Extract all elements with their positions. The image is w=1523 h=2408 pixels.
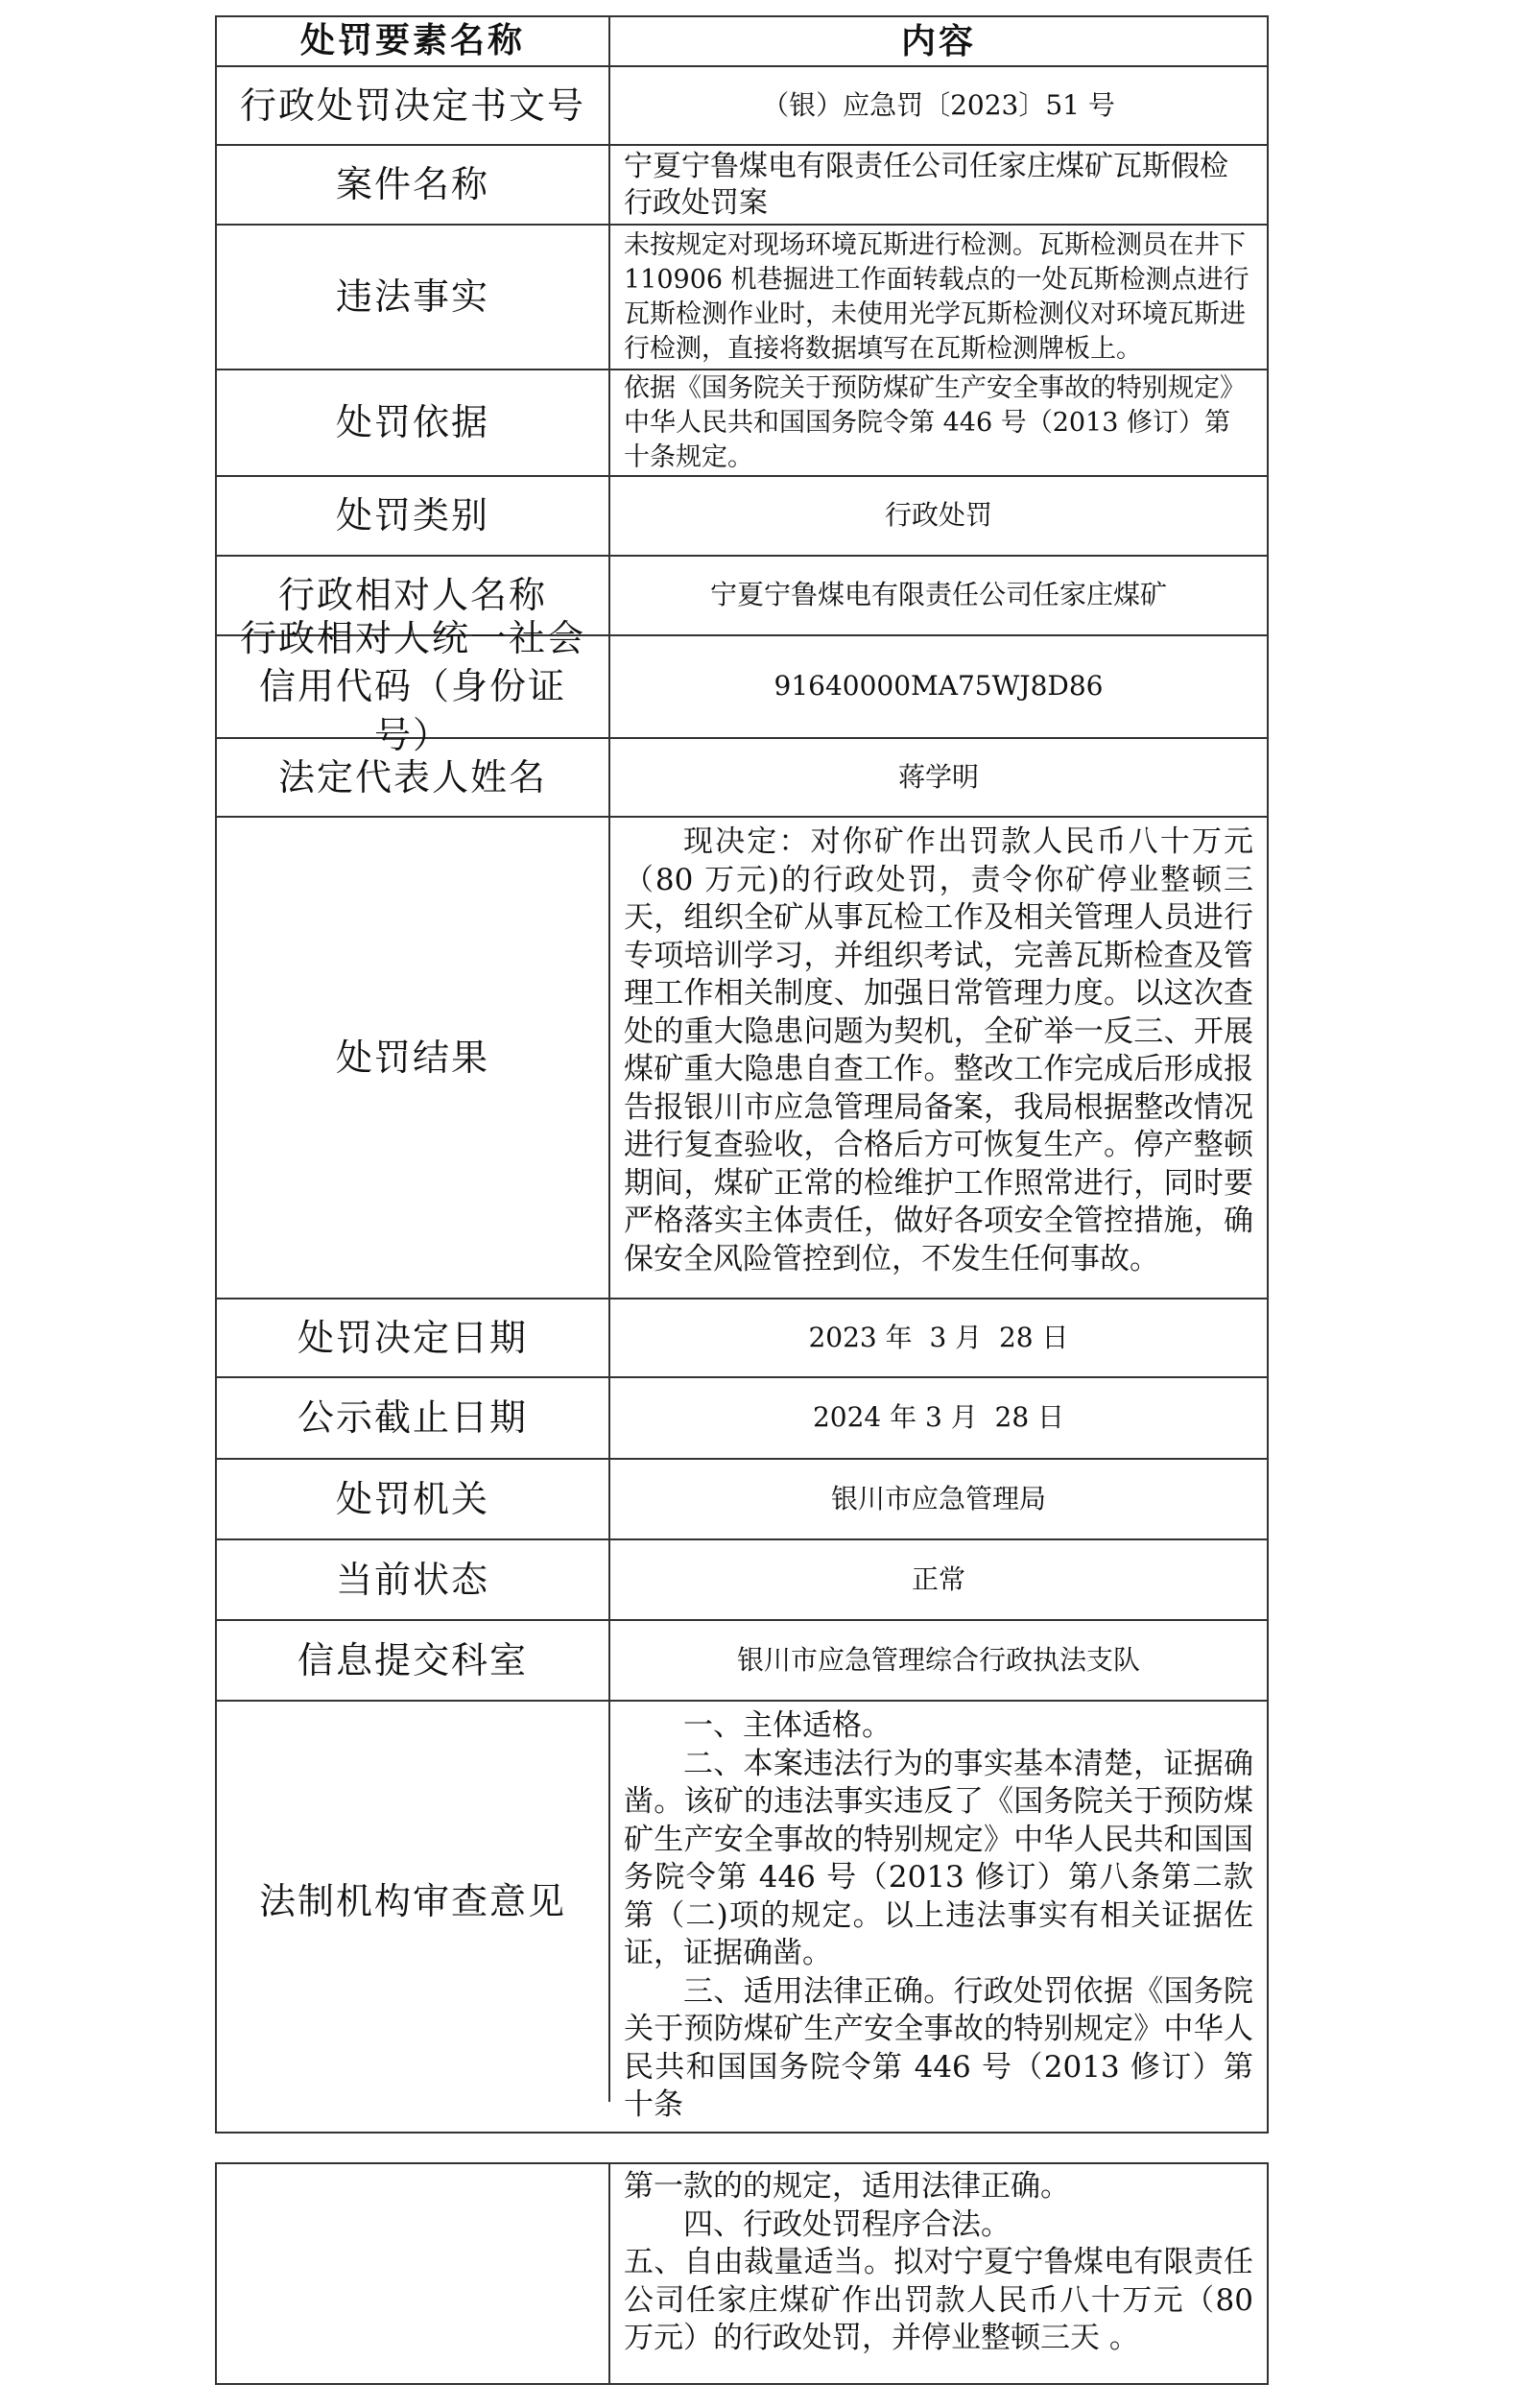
value-penalty-basis: 依据《国务院关于预防煤矿生产安全事故的特别规定》中华人民共和国国务院令第 446 号（2013 修订）第十条规定。 (624, 372, 1246, 472)
value-decision-date: 2023 年 3 月 28 日 (808, 1321, 1069, 1353)
label-penalty-result: 处罚结果 (217, 818, 610, 1298)
label-decision-date: 处罚决定日期 (217, 1299, 610, 1376)
header-content: 内容 (900, 20, 976, 61)
penalty-info-table-continued (215, 2162, 1269, 2385)
value-counterparty-name: 宁夏宁鲁煤电有限责任公司任家庄煤矿 (709, 579, 1167, 611)
value-penalty-category: 行政处罚 (884, 499, 992, 532)
value-penalty-result-cell (610, 818, 1267, 1298)
label-illegal-facts: 违法事实 (217, 226, 610, 369)
label-penalty-authority: 处罚机关 (217, 1460, 610, 1538)
row-case-name (217, 146, 1267, 226)
review-paragraph-4: 四、行政处罚程序合法。 (683, 2206, 1011, 2242)
value-case-name: 宁夏宁鲁煤电有限责任公司任家庄煤矿瓦斯假检行政处罚案 (624, 149, 1228, 220)
header-element-name: 处罚要素名称 (217, 17, 610, 65)
label-legal-representative: 法定代表人姓名 (217, 739, 610, 816)
review-paragraph-1: 一、主体适格。 (683, 1708, 892, 1743)
value-legal-review-opinion (610, 1702, 1267, 2122)
label-submitting-department: 信息提交科室 (217, 1621, 610, 1700)
penalty-info-table (215, 15, 1269, 2134)
row-legal-representative (217, 739, 1267, 818)
row-penalty-basis (217, 370, 1267, 477)
value-penalty-authority: 银川市应急管理局 (830, 1482, 1046, 1514)
table-header-row (217, 17, 1267, 67)
label-empty-continued (217, 2164, 610, 2383)
label-penalty-category: 处罚类别 (217, 477, 610, 555)
row-publicity-end-date (217, 1378, 1267, 1460)
label-case-name: 案件名称 (217, 146, 610, 224)
row-illegal-facts (217, 226, 1267, 370)
label-counterparty-name: 行政相对人名称 (217, 557, 610, 634)
row-penalty-result (217, 818, 1267, 1299)
value-illegal-facts: 未按规定对现场环境瓦斯进行检测。瓦斯检测员在井下 110906 机巷掘进工作面转载点的一处瓦斯检测点进行瓦斯检测作业时，未使用光学瓦斯检测仪对环境瓦斯进行检测，直接将数据填写在瓦斯检测牌板上。 (624, 229, 1249, 364)
label-publicity-end-date: 公示截止日期 (217, 1378, 610, 1458)
row-penalty-category (217, 477, 1267, 557)
label-penalty-basis: 处罚依据 (217, 370, 610, 475)
row-doc-number (217, 67, 1267, 146)
review-paragraph-5: 五、自由裁量适当。拟对宁夏宁鲁煤电有限责任公司任家庄煤矿作出罚款人民币八十万元（80 万元）的行政处罚，并停业整顿三天 。 (624, 2245, 1253, 2355)
row-decision-date (217, 1299, 1267, 1378)
value-publicity-end-date: 2024 年 3 月 28 日 (812, 1401, 1065, 1434)
label-current-status: 当前状态 (217, 1540, 610, 1619)
row-credit-code (217, 617, 1267, 756)
value-legal-representative: 蒋学明 (897, 760, 979, 793)
row-submitting-department (217, 1621, 1267, 1702)
value-submitting-department: 银川市应急管理综合行政执法支队 (736, 1643, 1140, 1676)
value-credit-code: 91640000MA75WJ8D86 (773, 670, 1104, 703)
label-doc-number: 行政处罚决定书文号 (217, 67, 610, 144)
review-paragraph-3: 三、适用法律正确。行政处罚依据《国务院关于预防煤矿生产安全事故的特别规定》中华人民共和国国务院令第 446 号（2013 修订）第十条 (624, 1973, 1253, 2122)
value-legal-review-continued (610, 2164, 1267, 2383)
review-paragraph-2: 二、本案违法行为的事实基本清楚，证据确凿。该矿的违法事实违反了《国务院关于预防煤矿生产安全事故的特别规定》中华人民共和国国务院令第 446 号（2013 修订）第八条第二款第（二)项的规定。以上违法事实有相关证据佐证，证据确凿。 (624, 1746, 1253, 1970)
value-doc-number: （银）应急罚〔2023〕51 号 (762, 88, 1115, 121)
row-legal-review-opinion (217, 1702, 1267, 2122)
label-legal-review-opinion: 法制机构审查意见 (217, 1702, 610, 2102)
row-penalty-authority (217, 1460, 1267, 1540)
label-credit-code: 行政相对人统一社会信用代码（身份证号） (217, 636, 610, 737)
review-paragraph-3-continued: 第一款的的规定，适用法律正确。 (624, 2169, 1070, 2204)
row-legal-review-opinion-continued (217, 2164, 1267, 2383)
value-penalty-result: 现决定：对你矿作出罚款人民币八十万元（80 万元)的行政处罚，责令你矿停业整顿三天，组织全矿从事瓦检工作及相关管理人员进行专项培训学习，并组织考试，完善瓦斯检查及管理工作相关制度、加强日常管理力度。以这次查处的重大隐患问题为契机，全矿举一反三、开展煤矿重大隐患自查工作。整改工作完成后形成报告报银川市应急管理局备案，我局根据整改情况进行复查验收，合格后方可恢复生产。停产整顿期间，煤矿正常的检维护工作照常进行，同时要严格落实主体责任，做好各项安全管控措施，确保安全风险管控到位，不发生任何事故。 (624, 824, 1253, 1276)
value-current-status: 正常 (911, 1562, 965, 1595)
row-current-status (217, 1540, 1267, 1621)
